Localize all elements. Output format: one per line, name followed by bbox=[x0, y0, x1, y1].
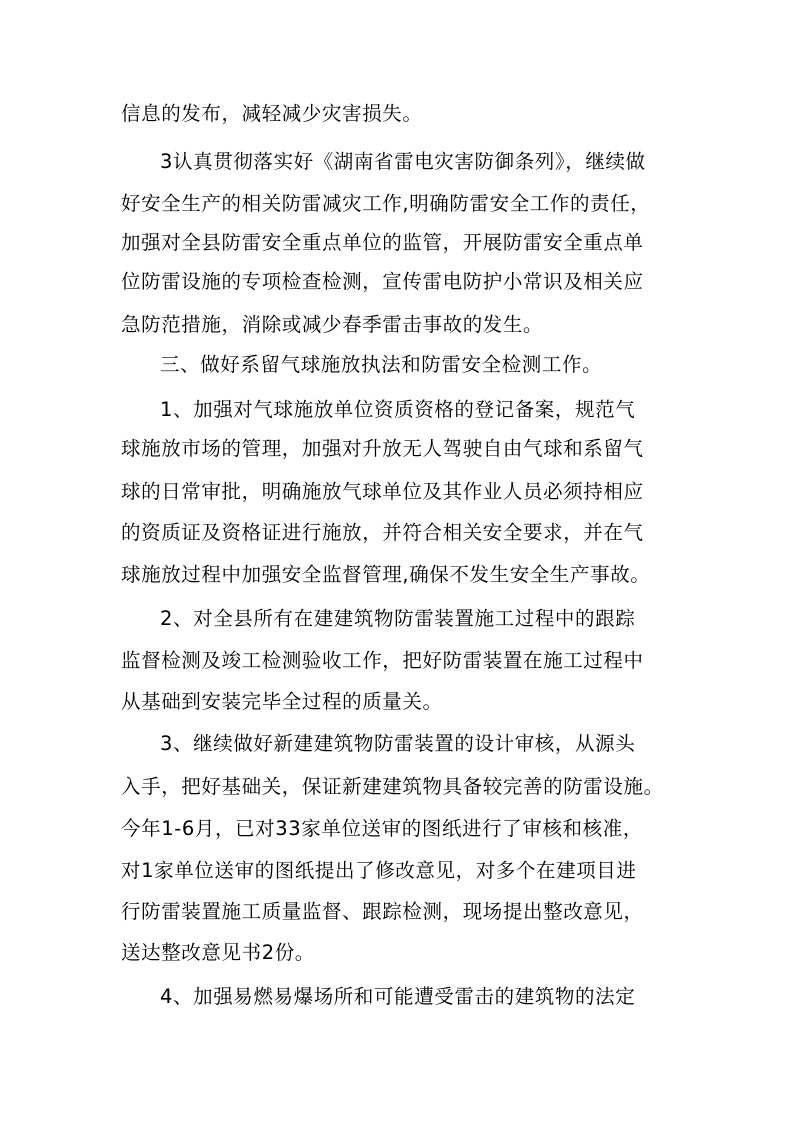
text-line: 4、加强易燃易爆场所和可能遭受雷击的建筑物的法定 bbox=[160, 985, 636, 1008]
text-line: 送达整改意见书2份。 bbox=[121, 941, 315, 964]
text-line: 球的日常审批，明确施放气球单位及其作业人员必须持相应 bbox=[121, 480, 644, 503]
text-line: 好安全生产的相关防雷减灾工作,明确防雷安全工作的责任， bbox=[121, 192, 651, 215]
text-line: 3、继续做好新建建筑物防雷装置的设计审核，从源头 bbox=[160, 732, 636, 755]
section-heading: 三、做好系留气球施放执法和防雷安全检测工作。 bbox=[160, 353, 603, 376]
text-line: 信息的发布，减轻减少灾害损失。 bbox=[121, 102, 423, 125]
text-line: 从基础到安装完毕全过程的质量关。 bbox=[121, 690, 443, 713]
text-line: 对1家单位送审的图纸提出了修改意见，对多个在建项目进 bbox=[121, 859, 637, 882]
text-line: 入手，把好基础关，保证新建建筑物具备较完善的防雷设施。 bbox=[121, 775, 664, 798]
text-line: 监督检测及竣工检测验收工作，把好防雷装置在施工过程中 bbox=[121, 649, 644, 672]
text-line: 3认真贯彻落实好《湖南省雷电灾害防御条列》，继续做 bbox=[160, 150, 646, 173]
text-line: 今年1-6月，已对33家单位送审的图纸进行了审核和核准， bbox=[121, 817, 643, 840]
text-line: 急防范措施，消除或减少春季雷击事故的发生。 bbox=[121, 313, 544, 336]
text-line: 1、加强对气球施放单位资质资格的登记备案，规范气 bbox=[160, 398, 636, 421]
text-line: 加强对全县防雷安全重点单位的监管，开展防雷安全重点单 bbox=[121, 231, 644, 254]
text-line: 球施放市场的管理，加强对升放无人驾驶自由气球和系留气 bbox=[121, 437, 644, 460]
text-line: 的资质证及资格证进行施放，并符合相关安全要求，并在气 bbox=[121, 521, 644, 544]
text-line: 球施放过程中加强安全监督管理,确保不发生安全生产事故。 bbox=[121, 563, 651, 586]
text-line: 2、对全县所有在建建筑物防雷装置施工过程中的跟踪 bbox=[160, 607, 636, 630]
text-line: 行防雷装置施工质量监督、跟踪检测，现场提出整改意见， bbox=[121, 900, 644, 923]
text-line: 位防雷设施的专项检查检测，宣传雷电防护小常识及相关应 bbox=[121, 270, 644, 293]
